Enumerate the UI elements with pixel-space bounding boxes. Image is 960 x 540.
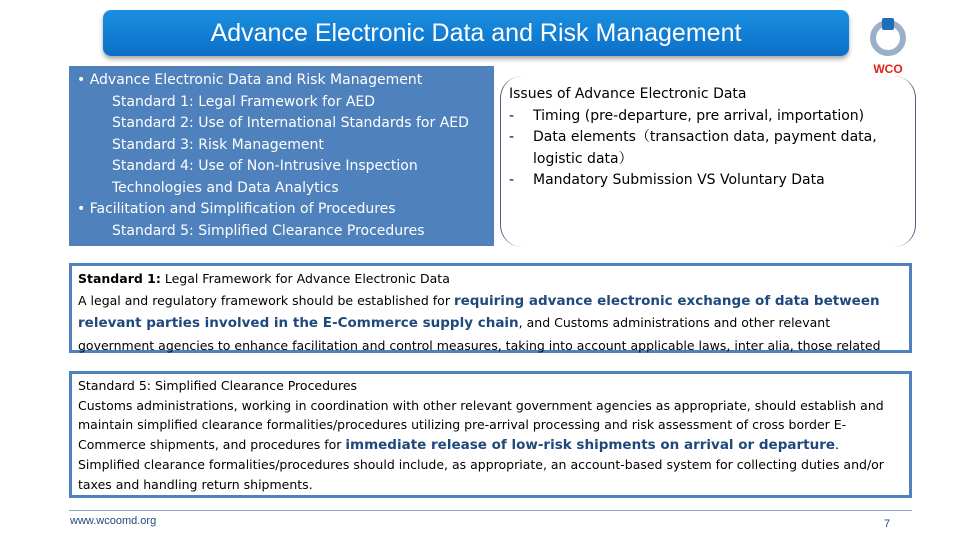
standard-5-text: Customs administrations, working in coordination with other relevant government agencies as appropriate, should establish and maintain simplified clearance formalities/procedures utilizing pre-arrival processing and risk assessment of cross border E-Commerce shipments, and procedures for immediate release of low-risk shipments on arrival or departure. Simplified clearance formalities/procedures should include, as appropriate, an account-based system for collecting duties and/or taxes and handling return shipments.	[78, 397, 884, 492]
standard-5-heading: Standard 5: Simplified Clearance Procedures	[78, 378, 358, 393]
wco-logo	[860, 16, 916, 76]
wco-logo-text: WCO	[873, 62, 903, 76]
issues-box	[500, 76, 916, 247]
issue-item: - Mandatory Submission VS Voluntary Data	[509, 172, 825, 188]
bullet-facilitation-text: Facilitation and Simplification of Procedures	[89, 201, 396, 217]
standard-3-item: Standard 3: Risk Management	[112, 136, 324, 153]
standard-5-box	[69, 371, 912, 498]
standard-1-item: Standard 1: Legal Framework for AED	[112, 93, 376, 110]
bullet-facilitation: • Facilitation and Simplification of Procedures	[77, 201, 396, 217]
issues-heading: Issues of Advance Electronic Data	[509, 86, 747, 102]
page-number: 7	[884, 518, 891, 530]
footer-divider	[69, 510, 912, 511]
standard-5-item: Standard 5: Simplified Clearance Procedures	[112, 222, 425, 239]
bullet-aed-text: Advance Electronic Data and Risk Management	[89, 72, 423, 88]
standard-4-item: Standard 4: Use of Non-Intrusive Inspection	[112, 158, 418, 174]
standard-2-item: Standard 2: Use of International Standards for AED	[112, 115, 469, 131]
standard-1-heading: Standard 1: Legal Framework for Advance Electronic Data	[78, 271, 450, 286]
bullet-aed: • Advance Electronic Data and Risk Management	[77, 72, 423, 88]
standards-summary	[69, 66, 494, 246]
standard-1-text: A legal and regulatory framework should be established for requiring advance electronic exchange of data between relevant parties involved in the E-Commerce supply chain, and Customs administrations and other relevant government agencies to enhance facilitation and control measures, taking into account applicable laws, inter alia, those related	[78, 292, 881, 353]
wco-emblem-icon	[860, 16, 916, 62]
issue-item: - Data elements（transaction data, payment data,	[509, 129, 877, 145]
page-title: Advance Electronic Data and Risk Management	[103, 10, 849, 56]
standard-4-item-cont: Technologies and Data Analytics	[112, 179, 339, 196]
issue-item: - Timing (pre-departure, pre arrival, importation)	[509, 107, 865, 124]
standard-1-box	[69, 263, 912, 353]
footer-url[interactable]: www.wcoomd.org	[70, 515, 157, 527]
issue-item: logistic data）	[533, 150, 633, 167]
